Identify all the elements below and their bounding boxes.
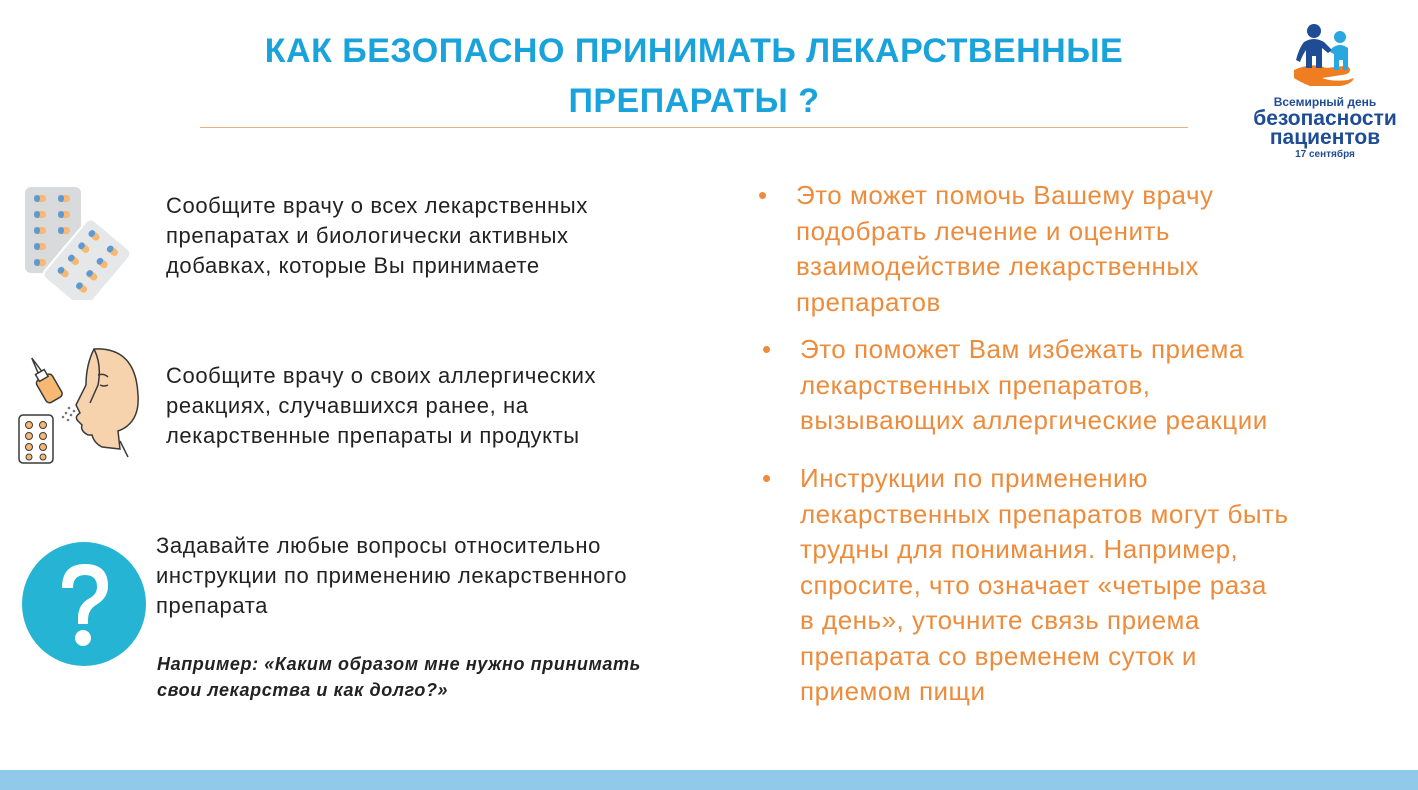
people-helping-icon — [1292, 22, 1362, 92]
patient-safety-day-logo — [1236, 22, 1414, 162]
question-mark-icon — [22, 542, 146, 666]
title-line-2: ПРЕПАРАТЫ ? — [568, 82, 820, 120]
bullet-text-3: Инструкции по применению лекарственных препаратов могут быть трудны для понимания. Например, спросите, что означает «четыре раза в день», уточните связь приема препарата со временем суток и приемом пищи — [800, 463, 1289, 706]
advice-example: Например: «Каким образом мне нужно принимать свои лекарства и как долго?» — [157, 654, 641, 700]
bullet-text-1: Это может помочь Вашему врачу подобрать лечение и оценить взаимодействие лекарственных препаратов — [796, 180, 1214, 317]
bullet-dot: • — [758, 180, 768, 210]
page-title — [200, 26, 1188, 126]
bullet-dot: • — [762, 463, 772, 493]
allergy-face-icon — [16, 345, 144, 467]
bullet-text-2: Это поможет Вам избежать приема лекарственных препаратов, вызывающих аллергические реакции — [800, 334, 1268, 435]
logo-line-1: Всемирный день — [1273, 95, 1377, 109]
footer-bar — [0, 770, 1418, 790]
logo-line-3: пациентов — [1269, 126, 1381, 149]
bullet-dot: • — [762, 334, 772, 364]
logo-line-2: безопасности — [1253, 107, 1397, 130]
pills-blister-icon — [22, 185, 142, 300]
title-divider — [200, 127, 1188, 128]
advice-text-1: Сообщите врачу о всех лекарственных препаратах и биологически активных добавках, которые Вы принимаете — [166, 193, 588, 278]
logo-line-4: 17 сентября — [1295, 149, 1355, 160]
title-line-1: КАК БЕЗОПАСНО ПРИНИМАТЬ ЛЕКАРСТВЕННЫЕ — [264, 32, 1124, 70]
advice-text-2: Сообщите врачу о своих аллергических реакциях, случавшихся ранее, на лекарственные препараты и продукты — [166, 363, 597, 448]
advice-text-3: Задавайте любые вопросы относительно инструкции по применению лекарственного препарата — [156, 533, 628, 618]
